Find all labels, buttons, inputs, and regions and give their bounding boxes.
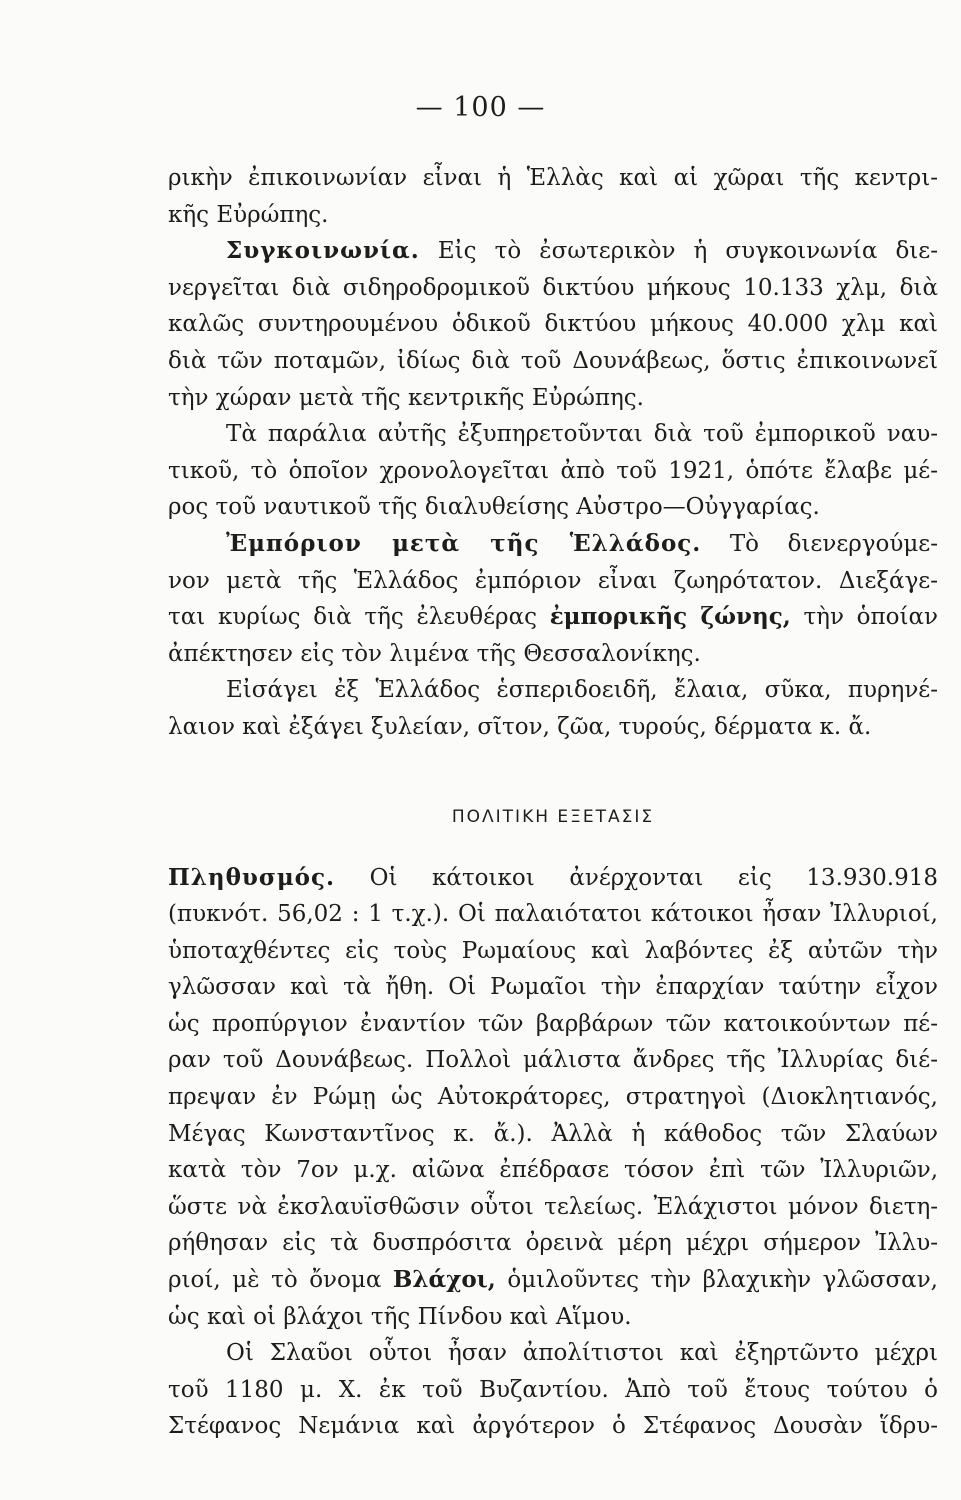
text-line [168, 933, 938, 970]
text-line [168, 563, 938, 600]
section-trade-and-communications [168, 160, 938, 746]
text-line [168, 233, 938, 270]
text-line [168, 489, 938, 526]
page-body [168, 160, 938, 1445]
page-number: — 100 — [415, 92, 546, 123]
text-line [168, 1189, 938, 1226]
text-line [168, 1372, 938, 1409]
paragraph-heading: Συγκοινωνία. [226, 237, 420, 265]
text-line [168, 1299, 938, 1336]
text-run: ἀπέκτησεν εἰς τὸν λιμένα τῆς Θεσσαλονίκης. [168, 640, 701, 667]
text-line [168, 1262, 938, 1299]
text-run: ρήθησαν εἰς τὰ δυσπρόσιτα ὀρεινὰ μέρη μέχρι σήμερον Ἰλλυ- [168, 1230, 938, 1257]
text-line [168, 526, 938, 563]
text-run: Τὰ παράλια αὐτῆς ἐξυπηρετοῦνται διὰ τοῦ ἐμπορικοῦ ναυ- [226, 421, 938, 448]
section-heading: ΠΟΛΙΤΙΚΗ ΕΞΕΤΑΣΙΣ [451, 806, 655, 827]
text-line [168, 672, 938, 709]
text-run: πρεψαν ἐν Ρώμῃ ὡς Αὐτοκράτορες, στρατηγοὶ (Διοκλητιανός, [168, 1084, 938, 1111]
text-line [168, 1006, 938, 1043]
text-run: Εἰσάγει ἐξ Ἑλλάδος ἑσπεριδοειδῆ, ἔλαια, σῦκα, πυρηνέ- [226, 677, 938, 704]
text-line [168, 1225, 938, 1262]
text-run: τοῦ 1180 μ. Χ. ἐκ τοῦ Βυζαντίου. Ἀπὸ τοῦ ἔτους τούτου ὁ [168, 1376, 938, 1403]
text-line [168, 306, 938, 343]
text-line [168, 896, 938, 933]
text-run: ὡς καὶ οἱ βλάχοι τῆς Πίνδου καὶ Αἵμου. [168, 1303, 632, 1330]
text-line [168, 860, 938, 897]
text-run: τὴν χώραν μετὰ τῆς κεντρικῆς Εὐρώπης. [168, 384, 644, 411]
bold-term: ἐμπορικῆς ζώνης, [549, 603, 791, 631]
text-run: Μέγας Κωνσταντῖνος κ. ἄ.). Ἀλλὰ ἡ κάθοδος τῶν Σλαύων [168, 1120, 938, 1147]
text-run: (πυκνότ. 56,02 : 1 τ.χ.). Οἱ παλαιότατοι κάτοικοι ἦσαν Ἰλλυριοί, [168, 901, 938, 928]
text-line [168, 160, 938, 197]
paragraph-heading: Ἐμπόριον μετὰ τῆς Ἑλλάδος. [226, 529, 702, 557]
text-run: νον μετὰ τῆς Ἑλλάδος ἐμπόριον εἶναι ζωηρότατον. Διεξάγε- [168, 567, 938, 594]
bold-term: Βλάχοι, [392, 1266, 496, 1294]
text-run: ὑποταχθέντες εἰς τοὺς Ρωμαίους καὶ λαβόντες ἐξ αὐτῶν τὴν [168, 937, 938, 964]
text-line [168, 1335, 938, 1372]
text-line [168, 1116, 938, 1153]
text-line [168, 380, 938, 417]
text-run: ραν τοῦ Δουνάβεως. Πολλοὶ μάλιστα ἄνδρες τῆς Ἰλλυρίας διέ- [168, 1047, 938, 1074]
text-run: ρος τοῦ ναυτικοῦ τῆς διαλυθείσης Αὐστρο—Οὐγγαρίας. [168, 494, 820, 521]
text-run: διὰ τῶν ποταμῶν, ἰδίως διὰ τοῦ Δουνάβεως, ὅστις ἐπικοινωνεῖ [168, 347, 938, 374]
text-line [168, 197, 938, 234]
text-line [168, 416, 938, 453]
text-line [168, 1408, 938, 1445]
text-line [168, 599, 938, 636]
text-run: καλῶς συντηρουμένου ὁδικοῦ δικτύου μήκους 40.000 χλμ καὶ [168, 311, 938, 338]
text-run: ρικὴν ἐπικοινωνίαν εἶναι ἡ Ἑλλὰς καὶ αἱ χῶραι τῆς κεντρι- [168, 165, 938, 191]
text-run: ὁμιλοῦντες τὴν βλαχικὴν γλῶσσαν, [495, 1267, 938, 1294]
text-run: γλῶσσαν καὶ τὰ ἤθη. Οἱ Ρωμαῖοι τὴν ἐπαρχίαν ταύτην εἶχον [168, 974, 938, 1001]
text-run: τικοῦ, τὸ ὁποῖον χρονολογεῖται ἀπὸ τοῦ 1921, ὁπότε ἔλαβε μέ- [168, 457, 938, 484]
text-run: ὡς προπύργιον ἐναντίον τῶν βαρβάρων τῶν κατοικούντων πέ- [168, 1010, 938, 1037]
text-run: Τὸ διενεργούμε- [701, 530, 938, 557]
text-run: Εἰς τὸ ἐσωτερικὸν ἡ συγκοινωνία διε- [419, 238, 938, 265]
text-run: κατὰ τὸν 7ον μ.χ. αἰῶνα ἐπέδρασε τόσον ἐπὶ τῶν Ἰλλυριῶν, [168, 1157, 938, 1184]
paragraph-heading: Πληθυσμός. [168, 863, 336, 891]
text-run: ριοί, μὲ τὸ ὄνομα [168, 1267, 393, 1294]
text-line [168, 969, 938, 1006]
text-line [168, 453, 938, 490]
text-run: κῆς Εὐρώπης. [168, 201, 329, 228]
text-line [168, 1042, 938, 1079]
text-run: Οἱ κάτοικοι ἀνέρχονται εἰς 13.930.918 [335, 864, 938, 891]
text-line [168, 270, 938, 307]
text-line [168, 1152, 938, 1189]
text-run: ὥστε νὰ ἐκσλαυϊσθῶσιν οὗτοι τελείως. Ἐλάχιστοι μόνον διετη- [168, 1193, 938, 1220]
text-run: Στέφανος Νεμάνια καὶ ἀργότερον ὁ Στέφανος Δουσὰν ἵδρυ- [168, 1413, 938, 1440]
section-political-examination [168, 860, 938, 1446]
text-run: τὴν ὁποίαν [790, 604, 938, 631]
text-run: Οἱ Σλαῦοι οὗτοι ἦσαν ἀπολίτιστοι καὶ ἐξηρτῶντο μέχρι [226, 1340, 938, 1367]
text-run: ται κυρίως διὰ τῆς ἐλευθέρας [168, 604, 550, 631]
text-run: νεργεῖται διὰ σιδηροδρομικοῦ δικτύου μήκους 10.133 χλμ, διὰ [168, 274, 938, 301]
text-run: λαιον καὶ ἐξάγει ξυλείαν, σῖτον, ζῶα, τυρούς, δέρματα κ. ἄ. [168, 713, 872, 740]
text-line [168, 636, 938, 673]
text-line [168, 1079, 938, 1116]
text-line [168, 343, 938, 380]
text-line [168, 709, 938, 746]
